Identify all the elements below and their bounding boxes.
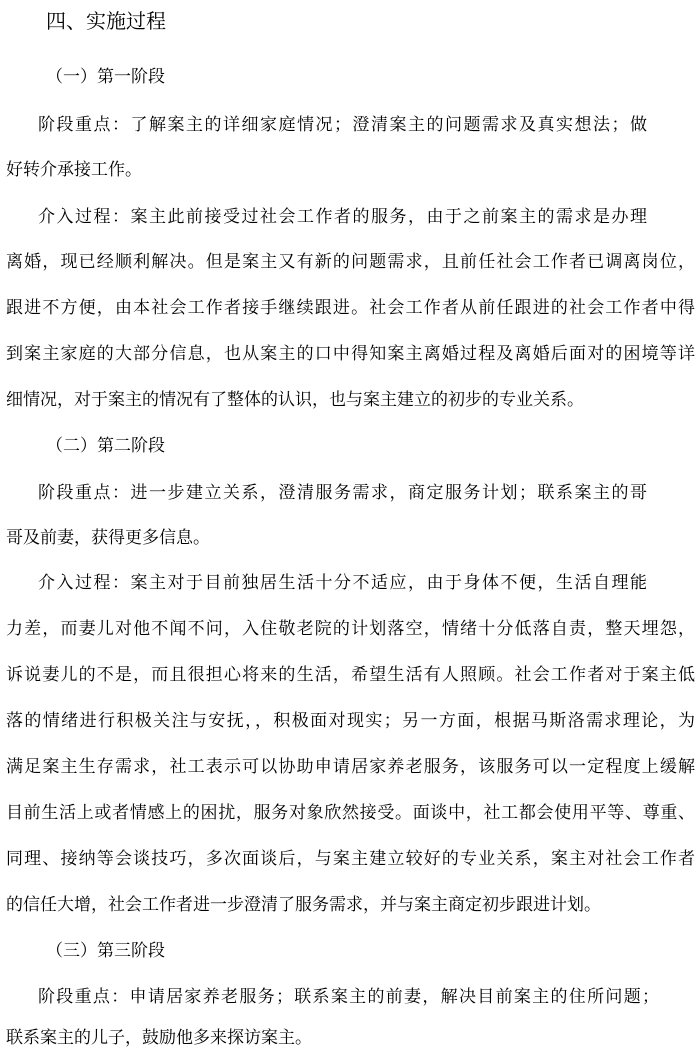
stage-1-process-line-1: 介入过程：案主此前接受过社会工作者的服务，由于之前案主的需求是办理	[38, 207, 647, 227]
stage-2-process-line-1: 介入过程：案主对于目前独居生活十分不适应，由于身体不便，生活自理能	[38, 573, 647, 593]
stage-2-heading: （二）第二阶段	[46, 436, 165, 456]
stage-2-process-line-7: 同理、接纳等会谈技巧，多次面谈后，与案主建立较好的专业关系，案主对社会工作者	[6, 849, 695, 869]
stage-2-process-line-5: 满足案主生存需求，社工表示可以协助申请居家养老服务，该服务可以一定程度上缓解	[6, 757, 695, 777]
stage-1-process-line-4: 到案主家庭的大部分信息，也从案主的口中得知案主离婚过程及离婚后面对的困境等详	[6, 344, 695, 364]
stage-1-focus-line-2: 好转介承接工作。	[6, 160, 142, 180]
stage-2-process-line-4: 落的情绪进行积极关注与安抚，，积极面对现实；另一方面，根据马斯洛需求理论，为	[6, 711, 695, 731]
stage-3-heading: （三）第三阶段	[46, 941, 165, 961]
stage-2-process-line-6: 目前生活上或者情感上的困扰，服务对象欣然接受。面谈中，社工都会使用平等、尊重、	[6, 803, 695, 823]
stage-2-focus-line-1: 阶段重点：进一步建立关系，澄清服务需求，商定服务计划；联系案主的哥	[38, 483, 647, 503]
stage-1-focus-line-1: 阶段重点：了解案主的详细家庭情况；澄清案主的问题需求及真实想法；做	[38, 115, 647, 135]
stage-1-heading: （一）第一阶段	[46, 67, 165, 87]
stage-2-focus-line-2: 哥及前妻，获得更多信息。	[6, 528, 210, 548]
stage-2-process-line-3: 诉说妻儿的不是，而且很担心将来的生活，希望生活有人照顾。社会工作者对于案主低	[6, 665, 695, 685]
stage-1-process-line-5: 细情况，对于案主的情况有了整体的认识，也与案主建立的初步的专业关系。	[6, 390, 584, 410]
stage-3-focus-line-2: 联系案主的儿子，鼓励他多来探访案主。	[6, 1028, 312, 1048]
stage-3-focus-line-1: 阶段重点：申请居家养老服务；联系案主的前妻，解决目前案主的住所问题；	[38, 987, 659, 1007]
stage-2-process-line-2: 力差，而妻儿对他不闻不问，入住敬老院的计划落空，情绪十分低落自责，整天埋怨，	[6, 619, 695, 639]
stage-1-process-line-3: 跟进不方便，由本社会工作者接手继续跟进。社会工作者从前任跟进的社会工作者中得	[6, 298, 695, 318]
stage-2-process-line-8: 的信任大增，社会工作者进一步澄清了服务需求，并与案主商定初步跟进计划。	[6, 895, 601, 915]
stage-1-process-line-2: 离婚，现已经顺利解决。但是案主又有新的问题需求，且前任社会工作者已调离岗位，	[6, 252, 695, 272]
section-title: 四、实施过程	[46, 9, 166, 33]
